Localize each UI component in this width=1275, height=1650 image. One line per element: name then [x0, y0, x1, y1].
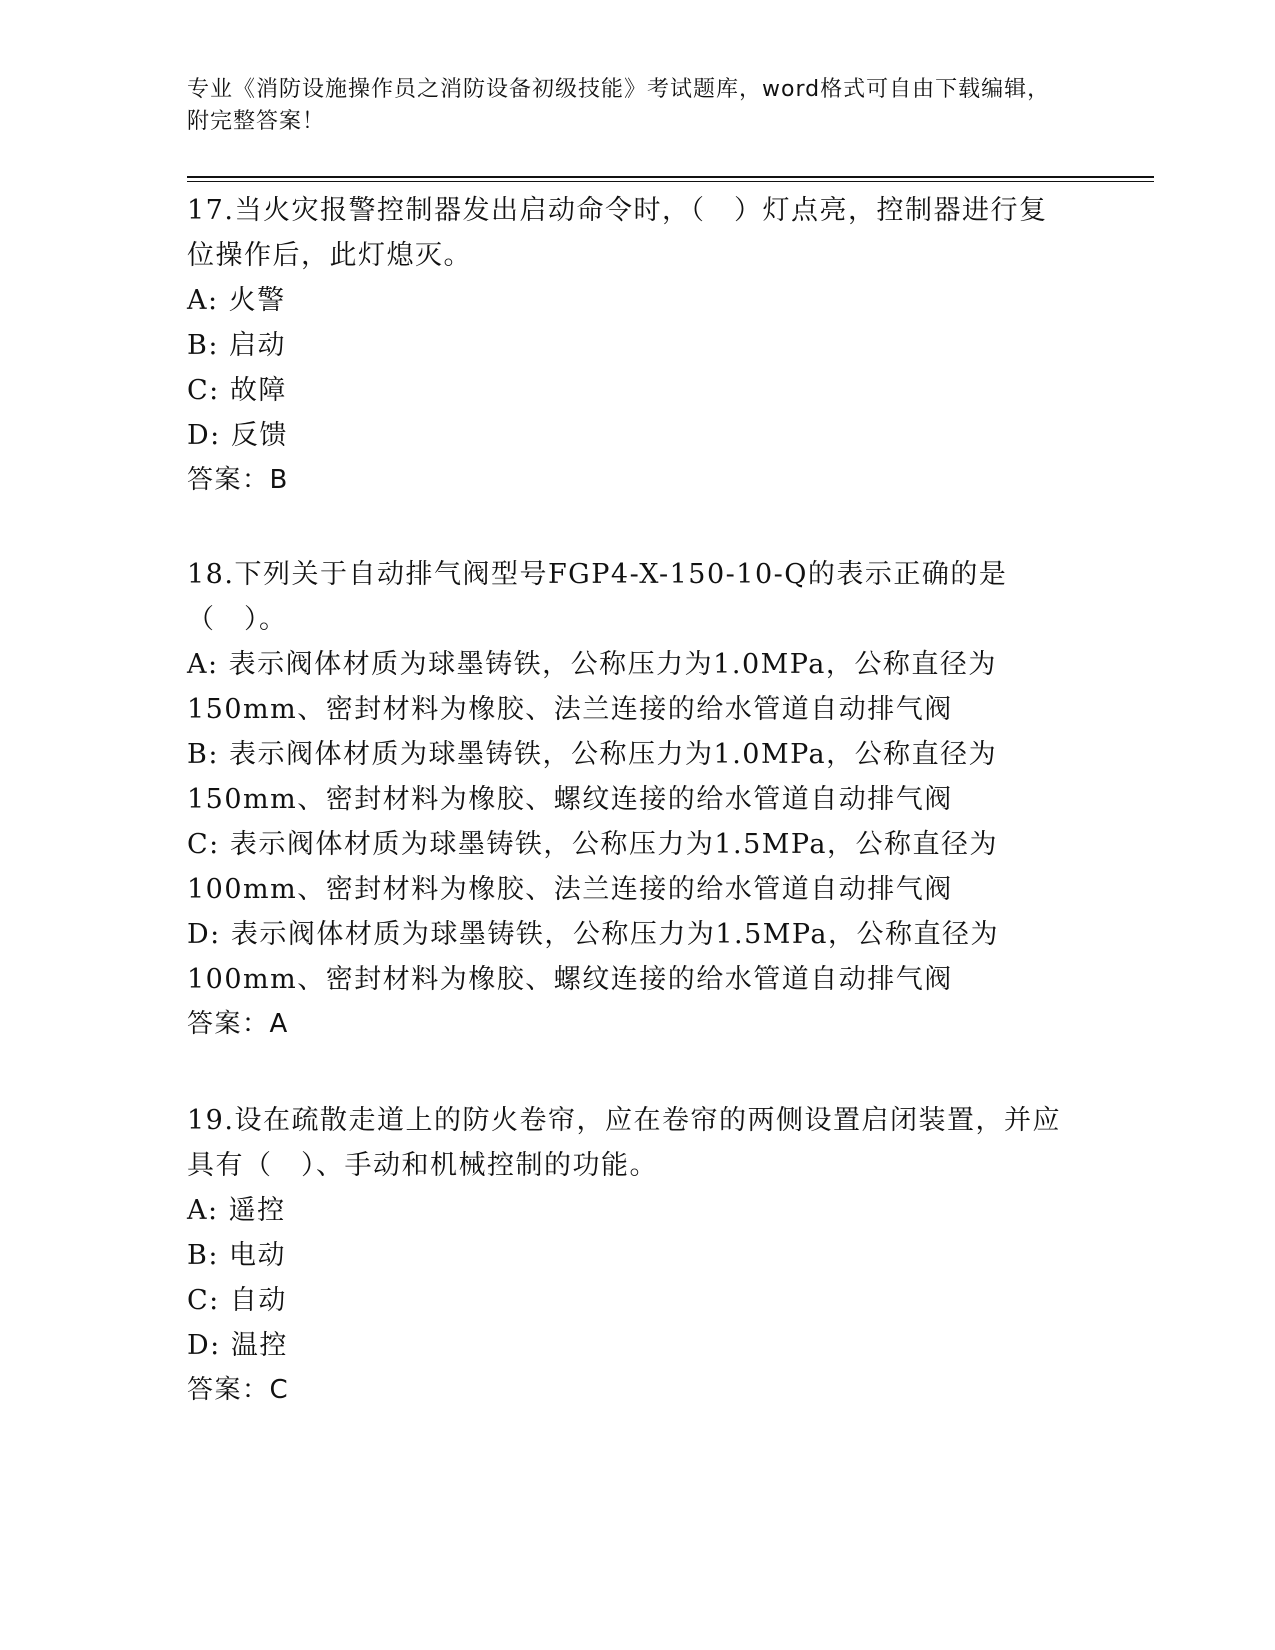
question-19	[187, 1098, 1067, 1413]
header-divider-thick	[187, 176, 1154, 178]
option-b: B: 电动	[187, 1240, 287, 1271]
option-d: D: 温控	[187, 1330, 288, 1361]
answer-line: 答案：B	[187, 465, 289, 495]
answer-line: 答案：C	[187, 1375, 290, 1405]
option-c: C: 自动	[187, 1285, 287, 1316]
header-divider-thin	[187, 181, 1154, 182]
question-stem: 18.下列关于自动排气阀型号FGP4-X-150-10-Q的表示正确的是（ ）。	[187, 559, 1008, 635]
option-a: A: 火警	[187, 285, 286, 316]
answer-line: 答案：A	[187, 1009, 289, 1039]
option-b: B: 表示阀体材质为球墨铸铁，公称压力为1.0MPa，公称直径为150mm、密封材料为橡胶、螺纹连接的给水管道自动排气阀	[187, 739, 998, 815]
option-a: A: 遥控	[187, 1195, 286, 1226]
question-18	[187, 552, 1067, 1047]
document-header: 专业《消防设施操作员之消防设备初级技能》考试题库，word格式可自由下载编辑，附完整答案！	[187, 77, 1051, 134]
option-d: D: 表示阀体材质为球墨铸铁，公称压力为1.5MPa，公称直径为100mm、密封材料为橡胶、螺纹连接的给水管道自动排气阀	[187, 919, 999, 995]
option-c: C: 故障	[187, 375, 287, 406]
option-c: C: 表示阀体材质为球墨铸铁，公称压力为1.5MPa，公称直径为100mm、密封材料为橡胶、法兰连接的给水管道自动排气阀	[187, 829, 998, 905]
question-stem: 19.设在疏散走道上的防火卷帘，应在卷帘的两侧设置启闭装置，并应具有（ ）、手动和机械控制的功能。	[187, 1105, 1061, 1181]
question-stem: 17.当火灾报警控制器发出启动命令时，（ ）灯点亮，控制器进行复位操作后，此灯熄灭。	[187, 195, 1048, 271]
question-17	[187, 188, 1067, 503]
option-d: D: 反馈	[187, 420, 288, 451]
option-a: A: 表示阀体材质为球墨铸铁，公称压力为1.0MPa，公称直径为150mm、密封材料为橡胶、法兰连接的给水管道自动排气阀	[187, 649, 997, 725]
option-b: B: 启动	[187, 330, 287, 361]
